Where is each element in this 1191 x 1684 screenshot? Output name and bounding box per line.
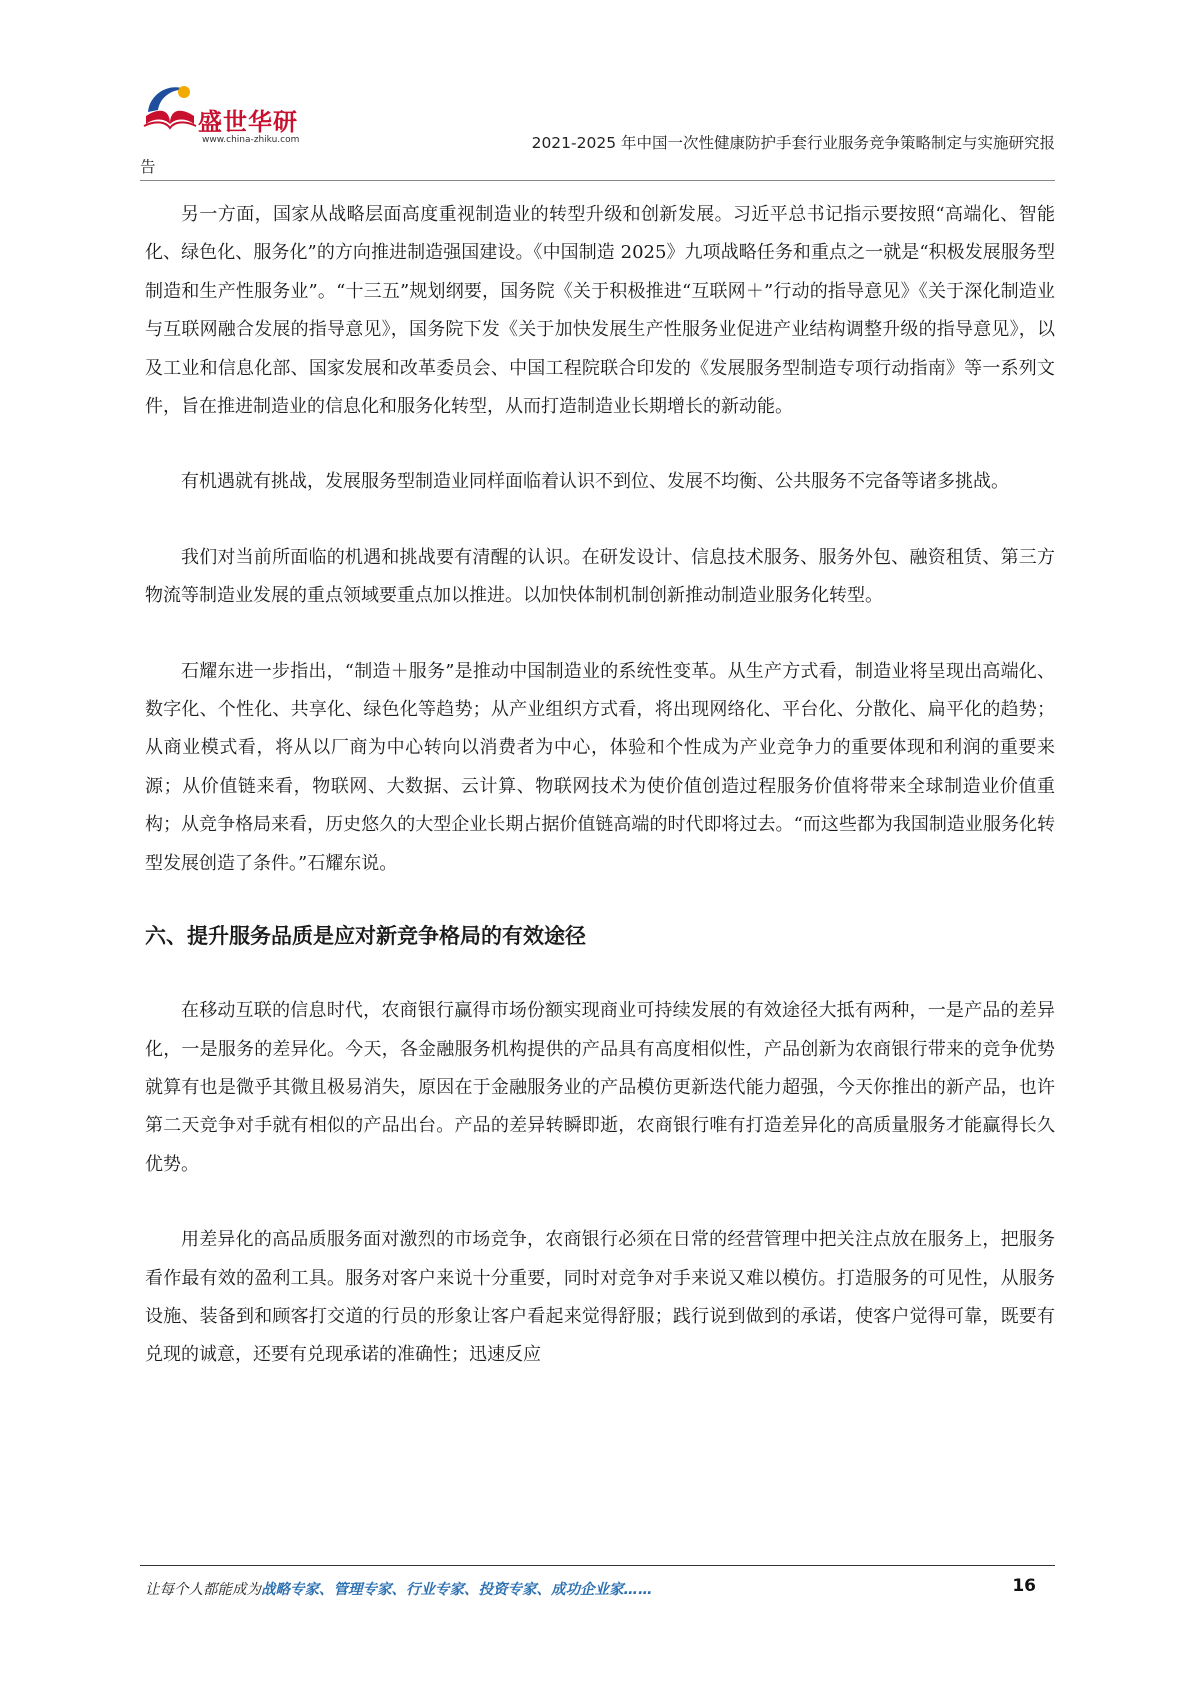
footer-divider (140, 1565, 1055, 1566)
body-paragraph: 在移动互联的信息时代，农商银行赢得市场份额实现商业可持续发展的有效途径大抵有两种，一是产品的差异化，一是服务的差异化。今天，各金融服务机构提供的产品具有高度相似性，产品创新为农商银行带来的竞争优势就算有也是微乎其微且极易消失，原因在于金融服务业的产品模仿更新迭代能力超强，今天你推出的新产品，也许第二天竞争对手就有相似的产品出台。产品的差异转瞬即逝，农商银行唯有打造差异化的高质量服务才能赢得长久优势。 (145, 1000, 1055, 1175)
report-title (140, 130, 1055, 180)
footer-slogan-prefix: 让每个人都能成为 (145, 1582, 261, 1598)
logo-url: www.china-zhiku.com (202, 135, 300, 145)
page-number: 16 (1012, 1576, 1036, 1596)
report-title-line-1: 2021-2025 年中国一次性健康防护手套行业服务竞争策略制定与实施研究报 (531, 134, 1055, 152)
document-body (145, 196, 1055, 1412)
header-divider (140, 180, 1055, 181)
logo-emblem-icon (140, 78, 200, 138)
footer-slogan-highlight: 战略专家、管理专家、行业专家、投资专家、成功企业家…… (261, 1582, 653, 1598)
body-paragraph: 另一方面，国家从战略层面高度重视制造业的转型升级和创新发展。习近平总书记指示要按照“高端化、智能化、绿色化、服务化”的方向推进制造强国建设。《中国制造 2025》九项战略任务和重点之一就是“积极发展服务型制造和生产性服务业”。“十三五”规划纲要，国务院《关于积极推进“互联网＋”行动的指导意见》《关于深化制造业与互联网融合发展的指导意见》，国务院下发《关于加快发展生产性服务业促进产业结构调整升级的指导意见》，以及工业和信息化部、国家发展和改革委员会、中国工程院联合印发的《发展服务型制造专项行动指南》等一系列文件，旨在推进制造业的信息化和服务化转型，从而打造制造业长期增长的新动能。 (145, 204, 1055, 418)
footer-slogan (145, 1578, 653, 1599)
body-paragraph: 用差异化的高品质服务面对激烈的市场竞争，农商银行必须在日常的经营管理中把关注点放在服务上，把服务看作最有效的盈利工具。服务对客户来说十分重要，同时对竞争对手来说又难以模仿。打造服务的可见性，从服务设施、装备到和顾客打交道的行员的形象让客户看起来觉得舒服；践行说到做到的承诺，使客户觉得可靠，既要有兑现的诚意，还要有兑现承诺的准确性；迅速反应 (145, 1229, 1055, 1366)
logo-name: 盛世华研 (198, 108, 298, 136)
report-title-line-2: 告 (140, 158, 156, 176)
body-paragraph: 有机遇就有挑战，发展服务型制造业同样面临着认识不到位、发展不均衡、公共服务不完备等诸多挑战。 (181, 471, 1009, 493)
body-paragraph: 石耀东进一步指出，“制造＋服务”是推动中国制造业的系统性变革。从生产方式看，制造业将呈现出高端化、数字化、个性化、共享化、绿色化等趋势；从产业组织方式看，将出现网络化、平台化、分散化、扁平化的趋势；从商业模式看，将从以厂商为中心转向以消费者为中心，体验和个性成为产业竞争力的重要体现和利润的重要来源；从价值链来看，物联网、大数据、云计算、物联网技术为使价值创造过程服务价值将带来全球制造业价值重构；从竞争格局来看，历史悠久的大型企业长期占据价值链高端的时代即将过去。“而这些都为我国制造业服务化转型发展创造了条件。”石耀东说。 (145, 660, 1055, 874)
body-paragraph: 我们对当前所面临的机遇和挑战要有清醒的认识。在研发设计、信息技术服务、服务外包、融资租赁、第三方物流等制造业发展的重点领域要重点加以推进。以加快体制机制创新推动制造业服务化转型。 (145, 546, 1055, 607)
section-heading: 六、提升服务品质是应对新竞争格局的有效途径 (145, 924, 586, 949)
